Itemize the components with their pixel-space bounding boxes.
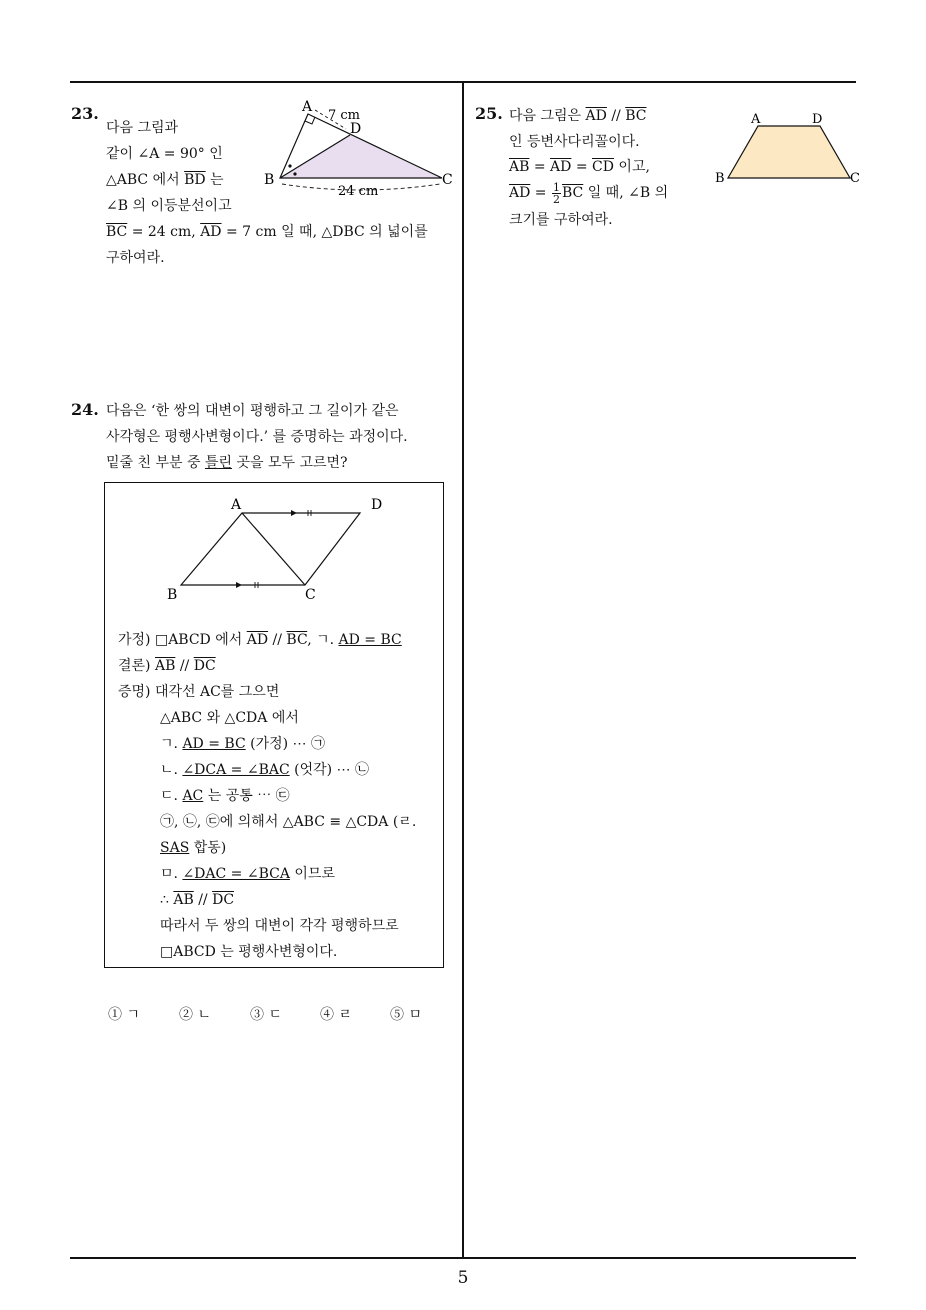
- q23-text-line5: [106, 223, 428, 241]
- assume-underlined: AD = BC: [338, 632, 402, 648]
- q23-label-d: D: [350, 121, 362, 137]
- column-divider: [462, 82, 464, 1258]
- q25-l4-eq: =: [530, 185, 551, 201]
- choice-1[interactable]: ① ㄱ: [108, 1007, 140, 1023]
- q24-label-c: C: [305, 587, 316, 603]
- assume-ad: $\overline{AD}$: [246, 632, 269, 648]
- q23-text-line1: 다음 그림과: [106, 120, 179, 136]
- q23-line5-mid: = 24 cm,: [127, 224, 201, 240]
- proof-step-2: [160, 735, 325, 753]
- q24-line3-post: 곳을 모두 고르면?: [232, 455, 348, 471]
- q25-l3-ad: $\overline{AD}$: [550, 159, 572, 175]
- p6-post: 합동): [189, 840, 227, 856]
- angle-mark-dot-2: [293, 172, 296, 175]
- q23-text-line6: 구하여라.: [106, 250, 165, 266]
- q23-line5-end: = 7 cm 일 때, △DBC 의 넓이를: [221, 224, 428, 240]
- parallelogram-abcd: [181, 513, 360, 585]
- q24-text-line1: 다음은 ‘한 쌍의 대변이 평행하고 그 길이가 같은: [106, 403, 399, 419]
- proof-step-6: [160, 839, 226, 857]
- q24-label-b: B: [167, 587, 178, 603]
- q25-text-line2: 인 등변사다리꼴이다.: [509, 134, 640, 150]
- p7-pre: ㅁ.: [160, 866, 183, 882]
- q23-bc: $\overline{BC}$: [106, 224, 128, 240]
- p7-underlined: ∠DAC = ∠BCA: [182, 866, 290, 882]
- q25-l3-end: 이고,: [613, 159, 650, 175]
- q25-l4-ad: $\overline{AD}$: [509, 185, 531, 201]
- q23-text-line2: 같이 ∠A = 90° 인: [106, 146, 223, 162]
- proof-assumption: [118, 631, 402, 649]
- p8-pre: ∴: [160, 892, 174, 908]
- q23-label-b: B: [264, 172, 275, 188]
- proof-conclusion: [118, 657, 216, 675]
- assume-bc: $\overline{BC}$: [286, 632, 308, 648]
- q25-text-line4: [509, 180, 668, 206]
- q25-l3-cd: $\overline{CD}$: [592, 159, 614, 175]
- q24-label-a: A: [231, 497, 242, 513]
- q25-text-line1: [509, 107, 646, 125]
- q23-label-a: A: [302, 99, 313, 115]
- q24-parallelogram-figure: [155, 491, 405, 603]
- choice-3[interactable]: ③ ㄷ: [250, 1007, 282, 1023]
- q23-bd: $\overline{BD}$: [184, 172, 206, 188]
- q24-line3-underlined: 틀린: [204, 455, 233, 471]
- assume-mid: , ㄱ.: [307, 632, 339, 648]
- concl-pre: 결론): [118, 658, 155, 674]
- q24-line3-pre: 밑줄 친 부분 중: [106, 455, 205, 471]
- q25-l1-bc: $\overline{BC}$: [625, 108, 647, 124]
- q25-number: 25.: [475, 104, 503, 123]
- q25-label-b: B: [715, 171, 725, 186]
- choice-2[interactable]: ② ㄴ: [179, 1007, 211, 1023]
- q25-label-d: D: [812, 112, 823, 127]
- triangle-dbc-shading: [280, 135, 442, 178]
- fraction-numerator: 1: [552, 180, 560, 194]
- p4-underlined: AC: [182, 788, 204, 804]
- choice-4[interactable]: ④ ㄹ: [320, 1007, 352, 1023]
- q25-label-c: C: [850, 171, 860, 186]
- q25-l3-eq1: =: [529, 159, 551, 175]
- proof-step-3: [160, 761, 369, 779]
- q24-proof-box: [104, 482, 444, 968]
- proof-step-10: □ABCD 는 평행사변형이다.: [160, 944, 338, 960]
- bottom-rule: [70, 1257, 856, 1259]
- p8-dc: $\overline{DC}$: [212, 892, 235, 908]
- q25-text-line3: [509, 158, 650, 176]
- p4-post: 는 공통 ⋯ ㉢: [203, 788, 290, 804]
- page-number: 5: [457, 1268, 469, 1288]
- arrow-bc: [236, 582, 242, 588]
- p6-underlined: SAS: [160, 840, 190, 856]
- angle-mark-dot-1: [288, 164, 291, 167]
- q23-text-line4: ∠B 의 이등분선이고: [106, 198, 232, 214]
- p4-pre: ㄷ.: [160, 788, 183, 804]
- p3-underlined: ∠DCA = ∠BAC: [182, 762, 290, 778]
- q25-l3-ab: $\overline{AB}$: [509, 159, 530, 175]
- arrow-ad: [291, 510, 297, 516]
- q23-triangle-figure: [260, 96, 460, 202]
- proof-step-5: ㉠, ㉡, ㉢에 의해서 △ABC ≡ △CDA (ㄹ.: [160, 814, 417, 830]
- q23-number: 23.: [71, 104, 99, 123]
- q25-fraction-half: [552, 182, 561, 205]
- q25-l1-pre: 다음 그림은: [509, 108, 586, 124]
- p8-ab: $\overline{AB}$: [173, 892, 194, 908]
- q24-text-line2: 사각형은 평행사변형이다.’ 를 증명하는 과정이다.: [106, 429, 408, 445]
- proof-head: 증명) 대각선 AC를 그으면: [118, 684, 280, 700]
- p2-underlined: AD = BC: [182, 736, 246, 752]
- fraction-denominator: 2: [552, 192, 560, 206]
- q25-l1-par: //: [606, 108, 626, 124]
- q25-l1-ad: $\overline{AD}$: [585, 108, 607, 124]
- proof-step-8: [160, 891, 234, 909]
- q25-label-a: A: [751, 112, 761, 127]
- q23-label-c: C: [442, 172, 453, 188]
- p3-pre: ㄴ.: [160, 762, 183, 778]
- concl-dc: $\overline{DC}$: [193, 658, 216, 674]
- p3-post: (엇각) ⋯ ㉡: [289, 762, 370, 778]
- q23-label-bc-length: 24 cm: [338, 184, 379, 199]
- p8-par: //: [193, 892, 213, 908]
- proof-step-4: [160, 787, 290, 805]
- concl-ab: $\overline{AB}$: [154, 658, 176, 674]
- q23-label-ad-length: 7 cm: [328, 108, 361, 123]
- p2-pre: ㄱ.: [160, 736, 183, 752]
- q25-l4-end: 일 때, ∠B 의: [583, 185, 669, 201]
- q24-number: 24.: [71, 400, 99, 419]
- p2-post: (가정) ⋯ ㉠: [245, 736, 325, 752]
- q25-l4-bc: $\overline{BC}$: [561, 185, 584, 201]
- proof-step-7: [160, 865, 335, 883]
- proof-step-9: 따라서 두 쌍의 대변이 각각 평행하므로: [160, 918, 399, 934]
- q23-text-line3: [106, 171, 224, 189]
- concl-par: //: [175, 658, 194, 674]
- q23-ad: $\overline{AD}$: [200, 224, 222, 240]
- q25-text-line5: 크기를 구하여라.: [509, 212, 613, 228]
- diagonal-ac: [242, 513, 305, 585]
- q24-text-line3: [106, 454, 348, 472]
- assume-pre: 가정) □ABCD 에서: [118, 632, 247, 648]
- trapezoid-abcd: [728, 126, 850, 178]
- q25-trapezoid-figure: [712, 108, 862, 190]
- assume-par: //: [268, 632, 287, 648]
- q25-l3-eq2: =: [571, 159, 593, 175]
- q23-text-line3-a: △ABC 에서: [106, 172, 185, 188]
- proof-step-1: △ABC 와 △CDA 에서: [160, 710, 299, 726]
- q23-bd-after: 는: [205, 172, 224, 188]
- p7-post: 이므로: [289, 866, 335, 882]
- choice-5[interactable]: ⑤ ㅁ: [390, 1007, 422, 1023]
- q24-label-d: D: [371, 497, 383, 513]
